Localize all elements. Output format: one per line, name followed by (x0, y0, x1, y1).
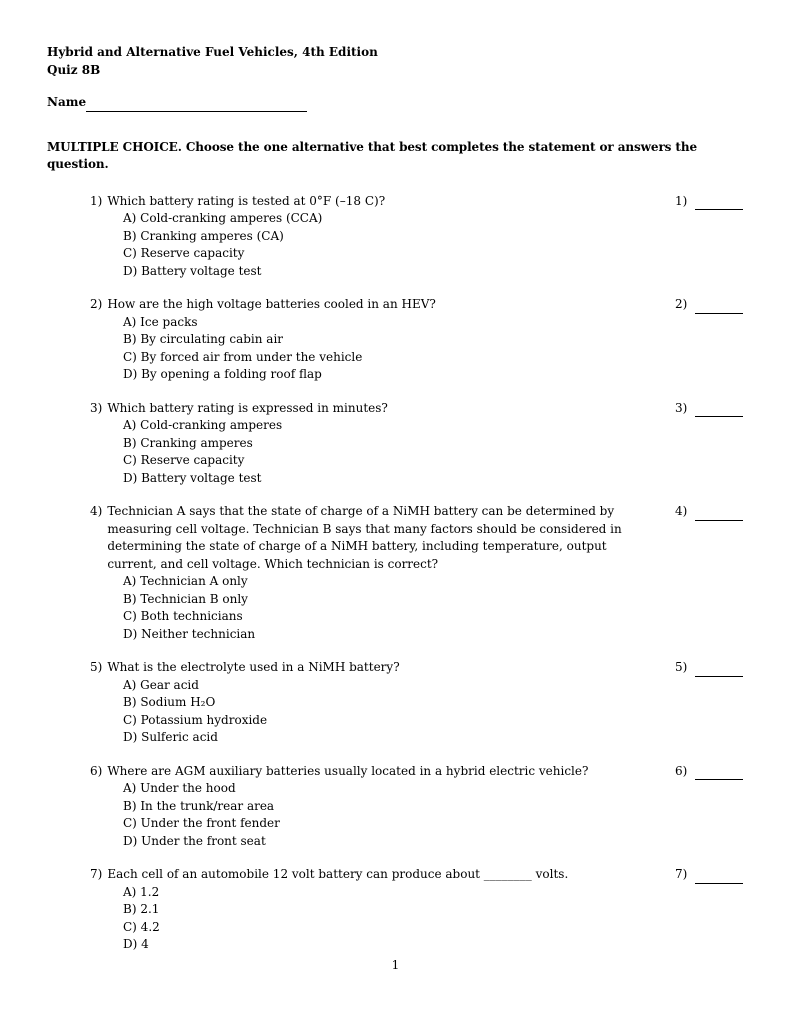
answer-number: 1) (675, 193, 688, 208)
answer-blank (695, 661, 743, 677)
answer-number: 5) (675, 660, 688, 674)
question-6 (47, 763, 746, 851)
question-number: 4) (90, 504, 103, 518)
choice-a: A) Under the hood (123, 781, 236, 795)
answer-blank (695, 868, 743, 884)
choice-a: A) Cold-cranking amperes (123, 418, 283, 432)
choice-b: B) By circulating cabin air (123, 332, 284, 346)
answer-blank (695, 298, 743, 314)
answer-number: 2) (675, 297, 688, 311)
choice-a: A) Cold-cranking amperes (CCA) (123, 211, 323, 225)
answer-blank (695, 764, 743, 780)
answer-number: 4) (675, 504, 688, 518)
choice-a: A) Gear acid (123, 677, 199, 692)
question-1 (47, 193, 746, 281)
answer-area (675, 866, 746, 884)
question-5 (47, 659, 746, 747)
doc-title: Hybrid and Alternative Fuel Vehicles, 4th Edition (47, 45, 378, 59)
page-footer (0, 957, 791, 975)
question-7 (47, 866, 746, 954)
answer-number: 6) (675, 763, 688, 778)
choice-b: B) Cranking amperes (123, 435, 253, 450)
instructions: MULTIPLE CHOICE. Choose the one alternative that best completes the statement or answers the question. (47, 139, 697, 171)
answer-number: 7) (675, 867, 688, 881)
choice-c: C) 4.2 (123, 919, 160, 934)
choice-b: B) 2.1 (123, 902, 160, 916)
question-text: Where are AGM auxiliary batteries usually located in a hybrid electric vehicle? (107, 763, 589, 778)
choice-d: D) Sulferic acid (123, 730, 218, 744)
page-number: 1 (391, 957, 400, 972)
question-text: Which battery rating is expressed in minutes? (107, 400, 388, 415)
page-header (47, 44, 746, 112)
answer-area (675, 763, 746, 781)
answer-blank (695, 194, 743, 210)
answer-area (675, 296, 746, 314)
question-number: 6) (90, 763, 103, 778)
name-row (47, 94, 746, 112)
answer-blank (695, 401, 743, 417)
name-label: Name (47, 95, 87, 109)
question-number: 7) (90, 867, 103, 881)
question-text: Technician A says that the state of charge of a NiMH battery can be determined by measuring cell voltage. Technician B says that many factors should be considered in determining the state of charge of a NiMH battery, including temperature, output current, and cell voltage. Which technician is correct? (107, 504, 622, 571)
choice-c: C) Potassium hydroxide (123, 712, 268, 727)
question-number: 2) (90, 297, 103, 311)
choice-d: D) Battery voltage test (123, 470, 262, 485)
question-text: Each cell of an automobile 12 volt battery can produce about ________ volts. (107, 867, 569, 881)
choice-d: D) Under the front seat (123, 833, 266, 848)
quiz-number: Quiz 8B (47, 62, 101, 77)
answer-area (675, 503, 746, 521)
choice-b: B) Technician B only (123, 591, 248, 606)
choice-d: D) Neither technician (123, 626, 256, 641)
choice-c: C) Reserve capacity (123, 246, 245, 260)
choice-b: B) In the trunk/rear area (123, 798, 275, 813)
answer-area (675, 193, 746, 211)
choice-b: B) Cranking amperes (CA) (123, 228, 284, 243)
question-number: 3) (90, 400, 103, 415)
choice-b: B) Sodium H₂O (123, 695, 216, 709)
question-3 (47, 400, 746, 488)
choice-d: D) Battery voltage test (123, 263, 262, 278)
question-2 (47, 296, 746, 384)
answer-area (675, 659, 746, 677)
choice-a: A) Ice packs (123, 314, 198, 329)
name-blank (86, 97, 307, 112)
choice-c: C) Both technicians (123, 609, 243, 623)
question-list (47, 193, 746, 954)
answer-blank (695, 505, 743, 521)
choice-a: A) Technician A only (123, 574, 248, 588)
choice-c: C) By forced air from under the vehicle (123, 349, 363, 364)
choice-c: C) Under the front fender (123, 816, 280, 830)
question-text: How are the high voltage batteries cooled in an HEV? (107, 297, 436, 311)
question-number: 1) (90, 193, 103, 208)
choice-c: C) Reserve capacity (123, 453, 245, 467)
choice-d: D) By opening a folding roof flap (123, 367, 322, 381)
question-4 (47, 503, 746, 643)
question-number: 5) (90, 660, 103, 674)
question-text: Which battery rating is tested at 0°F (–18 C)? (107, 193, 386, 208)
choice-a: A) 1.2 (123, 884, 160, 899)
choice-d: D) 4 (123, 937, 149, 951)
question-text: What is the electrolyte used in a NiMH battery? (107, 660, 400, 674)
answer-area (675, 400, 746, 418)
answer-number: 3) (675, 400, 688, 415)
